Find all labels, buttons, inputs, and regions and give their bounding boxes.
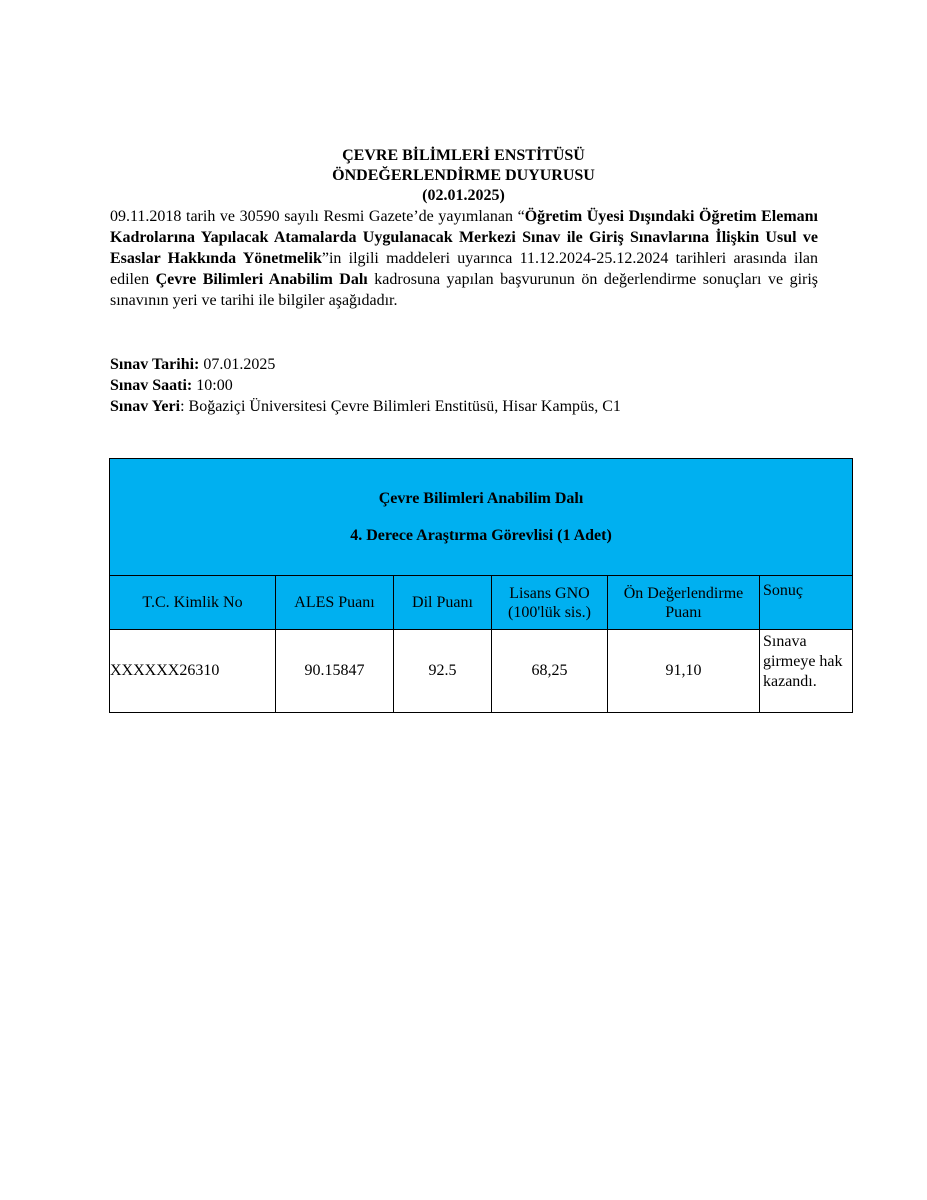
intro-text-2: ”in ilgili maddeleri uyarınca 11.12.2024-25.12.2024 tarihleri arasında ilan edilen <box>110 250 819 288</box>
exam-date-label: Sınav Tarihi: <box>110 356 200 373</box>
exam-date <box>110 354 621 375</box>
cell-id: XXXXXX26310 <box>110 630 276 713</box>
cell-result <box>760 630 853 713</box>
intro-paragraph <box>110 206 818 311</box>
announcement-title: ÖNDEĞERLENDİRME DUYURUSU <box>332 167 595 184</box>
header-gno-line2: (100'lük sis.) <box>508 603 591 621</box>
result-line1: Sınava <box>763 633 807 650</box>
result-line2: girmeye hak <box>763 653 843 670</box>
cell-gno: 68,25 <box>492 630 608 713</box>
header-gno-line1: Lisans GNO <box>509 584 590 602</box>
header-dil: Dil Puanı <box>394 576 492 630</box>
exam-info <box>110 354 621 417</box>
cell-pre: 91,10 <box>608 630 760 713</box>
intro-text-1: 09.11.2018 tarih ve 30590 sayılı Resmi Gazete’de yayımlanan “ <box>110 208 525 225</box>
result-line3: kazandı. <box>763 673 817 690</box>
exam-time-value: 10:00 <box>192 377 233 394</box>
exam-time <box>110 375 621 396</box>
announcement-date: (02.01.2025) <box>422 187 505 204</box>
header-pre-line2: Puanı <box>665 603 702 621</box>
exam-place <box>110 396 621 417</box>
regulation-name: Öğretim Üyesi Dışındaki Öğretim Elemanı Kadrolarına Yapılacak Atamalarda Uygulanacak Merkezi Sınav ile Giriş Sınavlarına İlişkin Usul ve Esaslar Hakkında Yönetmelik <box>110 208 818 267</box>
intro-text-3: kadrosuna yapılan başvurunun ön değerlendirme sonuçları ve giriş sınavının yeri ve tarihi ile bilgiler aşağıdadır. <box>110 271 819 309</box>
exam-place-label: Sınav Yeri <box>110 398 181 415</box>
exam-date-value: 07.01.2025 <box>199 356 276 373</box>
results-table <box>109 458 853 713</box>
table-title-position: 4. Derece Araştırma Görevlisi (1 Adet) <box>350 526 612 544</box>
department-name: Çevre Bilimleri Anabilim Dalı <box>155 271 368 288</box>
exam-place-value: : Boğaziçi Üniversitesi Çevre Bilimleri Enstitüsü, Hisar Kampüs, C1 <box>180 398 621 415</box>
header-ales: ALES Puanı <box>276 576 394 630</box>
header-id: T.C. Kimlik No <box>110 576 276 630</box>
header-gno <box>492 576 608 630</box>
cell-dil: 92.5 <box>394 630 492 713</box>
announcement-header <box>0 146 927 206</box>
cell-ales: 90.15847 <box>276 630 394 713</box>
header-pre <box>608 576 760 630</box>
table-title-row <box>110 459 853 576</box>
table-header-row <box>110 576 853 630</box>
table-title-department: Çevre Bilimleri Anabilim Dalı <box>378 489 584 507</box>
institute-name: ÇEVRE BİLİMLERİ ENSTİTÜSÜ <box>342 147 585 164</box>
table-row <box>110 630 853 713</box>
header-pre-line1: Ön Değerlendirme <box>623 584 744 602</box>
table-title-cell <box>110 459 853 576</box>
exam-time-label: Sınav Saati: <box>110 377 193 394</box>
header-result: Sonuç <box>760 576 853 630</box>
